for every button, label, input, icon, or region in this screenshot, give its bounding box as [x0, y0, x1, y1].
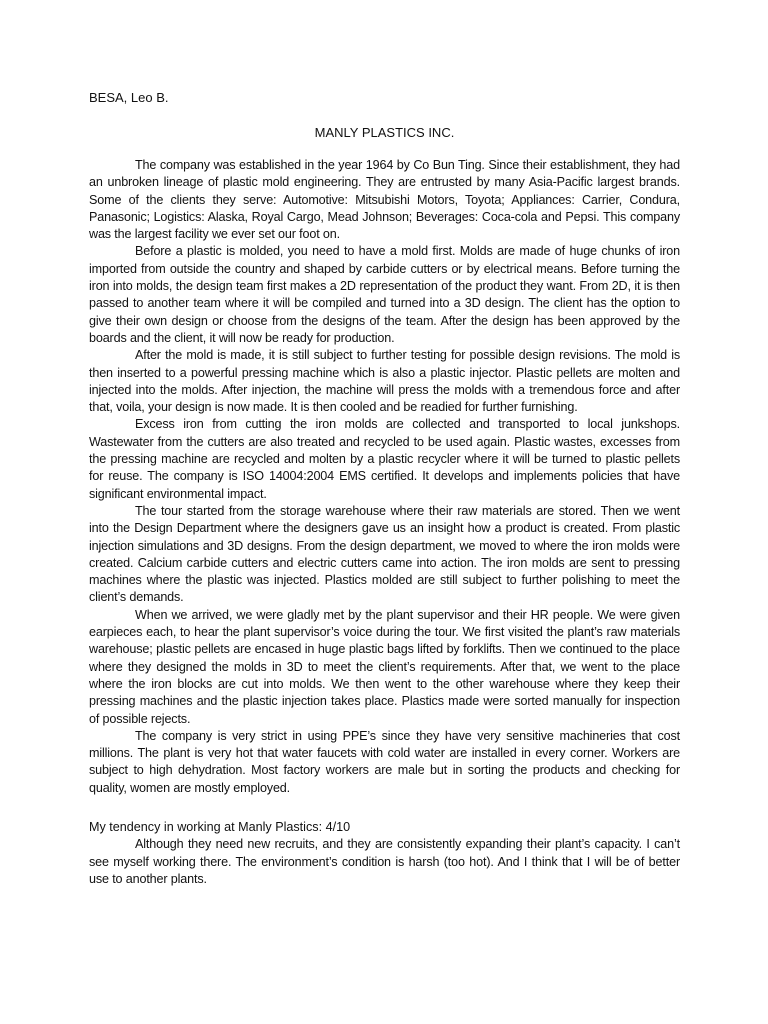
document-title: MANLY PLASTICS INC. [314, 125, 455, 140]
paragraph-safety: The company is very strict in using PPE’s since they have very sensitive machineries that cost millions. The plant is very hot that water faucets with cold water are installed in every corner. Workers are subject to high dehydration. Most factory workers are male but in sorting the products and checking for quality, women are mostly employed. [89, 728, 680, 795]
paragraph-company-history: The company was established in the year 1964 by Co Bun Ting. Since their establishment, they had an unbroken lineage of plastic mold engineering. They are entrusted by many Asia-Pacific largest brands. Some of the clients they serve: Automotive: Mitsubishi Motors, Toyota; Appliances: Carrier, Condura, Panasonic; Logistics: Alaska, Royal Cargo, Mead Johnson; Beverages: Coca-cola and Pepsi. This company was the largest facility we ever set our foot on. [89, 158, 680, 242]
paragraph-mold-making: Before a plastic is molded, you need to have a mold first. Molds are made of huge chunks of iron imported from outside the country and shaped by carbide cutters or by electrical means. Before turning the iron into molds, the design team first makes a 2D representation of the product they want. From 2D, it is then passed to another team where it will be compiled and turned into a 3D design. The client has the option to give their own design or choose from the designs of the team. After the design has been approved by the boards and the client, it will now be ready for production. [89, 244, 680, 345]
author-name: BESA, Leo B. [89, 90, 169, 105]
paragraph-arrival: When we arrived, we were gladly met by the plant supervisor and their HR people. We were given earpieces each, to hear the plant supervisor’s voice during the tour. We first visited the plant’s raw materials warehouse; plastic pellets are encased in huge plastic bags lifted by forklifts. Then we continued to the place where they designed the molds in 3D to meet the client’s requirements. After that, we went to the place where the iron blocks are cut into molds. We then went to the other warehouse where they keep their pressing machines and the plastic injection takes place. Plastics made were sorted manually for inspection of possible rejects. [89, 607, 680, 726]
tendency-heading: My tendency in working at Manly Plastics: 4/10 [89, 819, 351, 834]
paragraph-tendency: Although they need new recruits, and they are consistently expanding their plant’s capacity. I can’t see myself working there. The environment’s condition is harsh (too hot). And I think that I will be of better use to another plants. [89, 837, 680, 886]
paragraph-tour-route: The tour started from the storage warehouse where their raw materials are stored. Then we went into the Design Department where the designers gave us an insight how a product is created. From plastic injection simulations and 3D designs. From the design department, we moved to where the iron molds were created. Calcium carbide cutters and electric cutters came into action. The iron molds are sent to pressing machines where the plastic was injected. Plastics molded are still subject to further polishing to meet the client’s demands. [89, 503, 680, 605]
paragraph-waste-recycling: Excess iron from cutting the iron molds are collected and transported to local junkshops. Wastewater from the cutters are also treated and recycled to be used again. Plastic wastes, excesses from the pressing machine are recycled and molten by a plastic recycler where it will be turned to plastic pellets for reuse. The company is ISO 14004:2004 EMS certified. It develops and implements policies that have significant environmental impact. [89, 417, 680, 501]
paragraph-injection-process: After the mold is made, it is still subject to further testing for possible design revisions. The mold is then inserted to a powerful pressing machine which is also a plastic injector. Plastic pellets are molten and injected into the molds. After injection, the machine will press the molds with a tremendous force and after that, voila, your design is now made. It is then cooled and be readied for further furnishing. [89, 348, 680, 415]
